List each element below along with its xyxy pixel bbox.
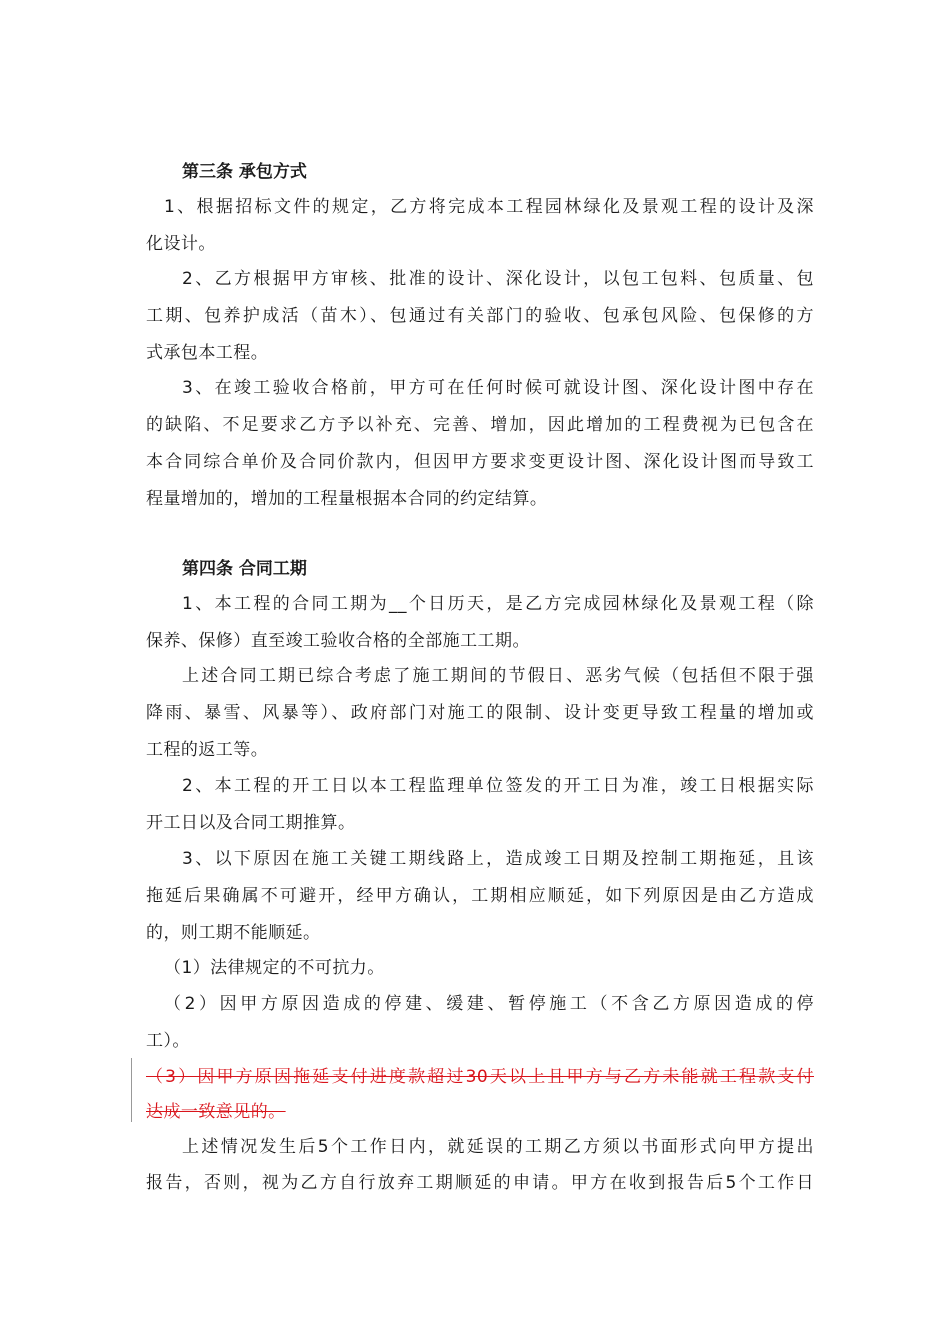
paragraph-line: 1、根据招标文件的规定，乙方将完成本工程园林绿化及景观工程的设计及深 (164, 197, 814, 217)
paragraph-line: 上述合同工期已综合考虑了施工期间的节假日、恶劣气候（包括但不限于强 (182, 666, 814, 686)
list-item-continuation: 工）。 (146, 1031, 190, 1051)
list-item: （2）因甲方原因造成的停建、缓建、暂停施工（不含乙方原因造成的停 (164, 994, 814, 1014)
paragraph-line: 报告，否则，视为乙方自行放弃工期顺延的申请。甲方在收到报告后5个工作日 (146, 1173, 814, 1193)
paragraph-line: 降雨、暴雪、风暴等）、政府部门对施工的限制、设计变更导致工程量的增加或 (146, 703, 814, 723)
paragraph-line: 2、本工程的开工日以本工程监理单位签发的开工日为准，竣工日根据实际 (182, 776, 814, 796)
tracked-change-bar (131, 1058, 132, 1122)
deleted-list-item-continuation: 达成一致意见的。 (146, 1102, 286, 1122)
deleted-list-item: （3）因甲方原因拖延支付进度款超过30天以上且甲方与乙方未能就工程款支付 (146, 1067, 814, 1087)
paragraph-line: 工期、包养护成活（苗木）、包通过有关部门的验收、包承包风险、包保修的方 (146, 306, 814, 326)
paragraph-line: 上述情况发生后5个工作日内，就延误的工期乙方须以书面形式向甲方提出 (182, 1137, 814, 1157)
list-item: （1）法律规定的不可抗力。 (164, 958, 385, 978)
paragraph-line: 3、在竣工验收合格前，甲方可在任何时候可就设计图、深化设计图中存在 (182, 378, 814, 398)
paragraph-line: 的缺陷、不足要求乙方予以补充、完善、增加，因此增加的工程费视为已包含在 (146, 415, 814, 435)
paragraph-line: 式承包本工程。 (146, 343, 269, 363)
paragraph-line: 2、乙方根据甲方审核、批准的设计、深化设计，以包工包料、包质量、包 (182, 269, 814, 289)
paragraph-line: 拖延后果确属不可避开，经甲方确认，工期相应顺延，如下列原因是由乙方造成 (146, 886, 814, 906)
paragraph-line: 3、以下原因在施工关键工期线路上，造成竣工日期及控制工期拖延，且该 (182, 849, 814, 869)
paragraph-line: 工程的返工等。 (146, 740, 269, 760)
section-heading-article-4: 第四条 合同工期 (182, 559, 307, 579)
paragraph-line: 的，则工期不能顺延。 (146, 923, 321, 943)
paragraph-line: 程量增加的，增加的工程量根据本合同的约定结算。 (146, 489, 548, 509)
paragraph-line: 化设计。 (146, 234, 216, 254)
paragraph-line: 本合同综合单价及合同价款内，但因甲方要求变更设计图、深化设计图而导致工 (146, 452, 814, 472)
section-heading-article-3: 第三条 承包方式 (182, 162, 307, 182)
paragraph-line: 1、本工程的合同工期为__个日历天，是乙方完成园林绿化及景观工程（除 (182, 594, 814, 614)
paragraph-line: 保养、保修）直至竣工验收合格的全部施工工期。 (146, 631, 530, 651)
paragraph-line: 开工日以及合同工期推算。 (146, 813, 356, 833)
